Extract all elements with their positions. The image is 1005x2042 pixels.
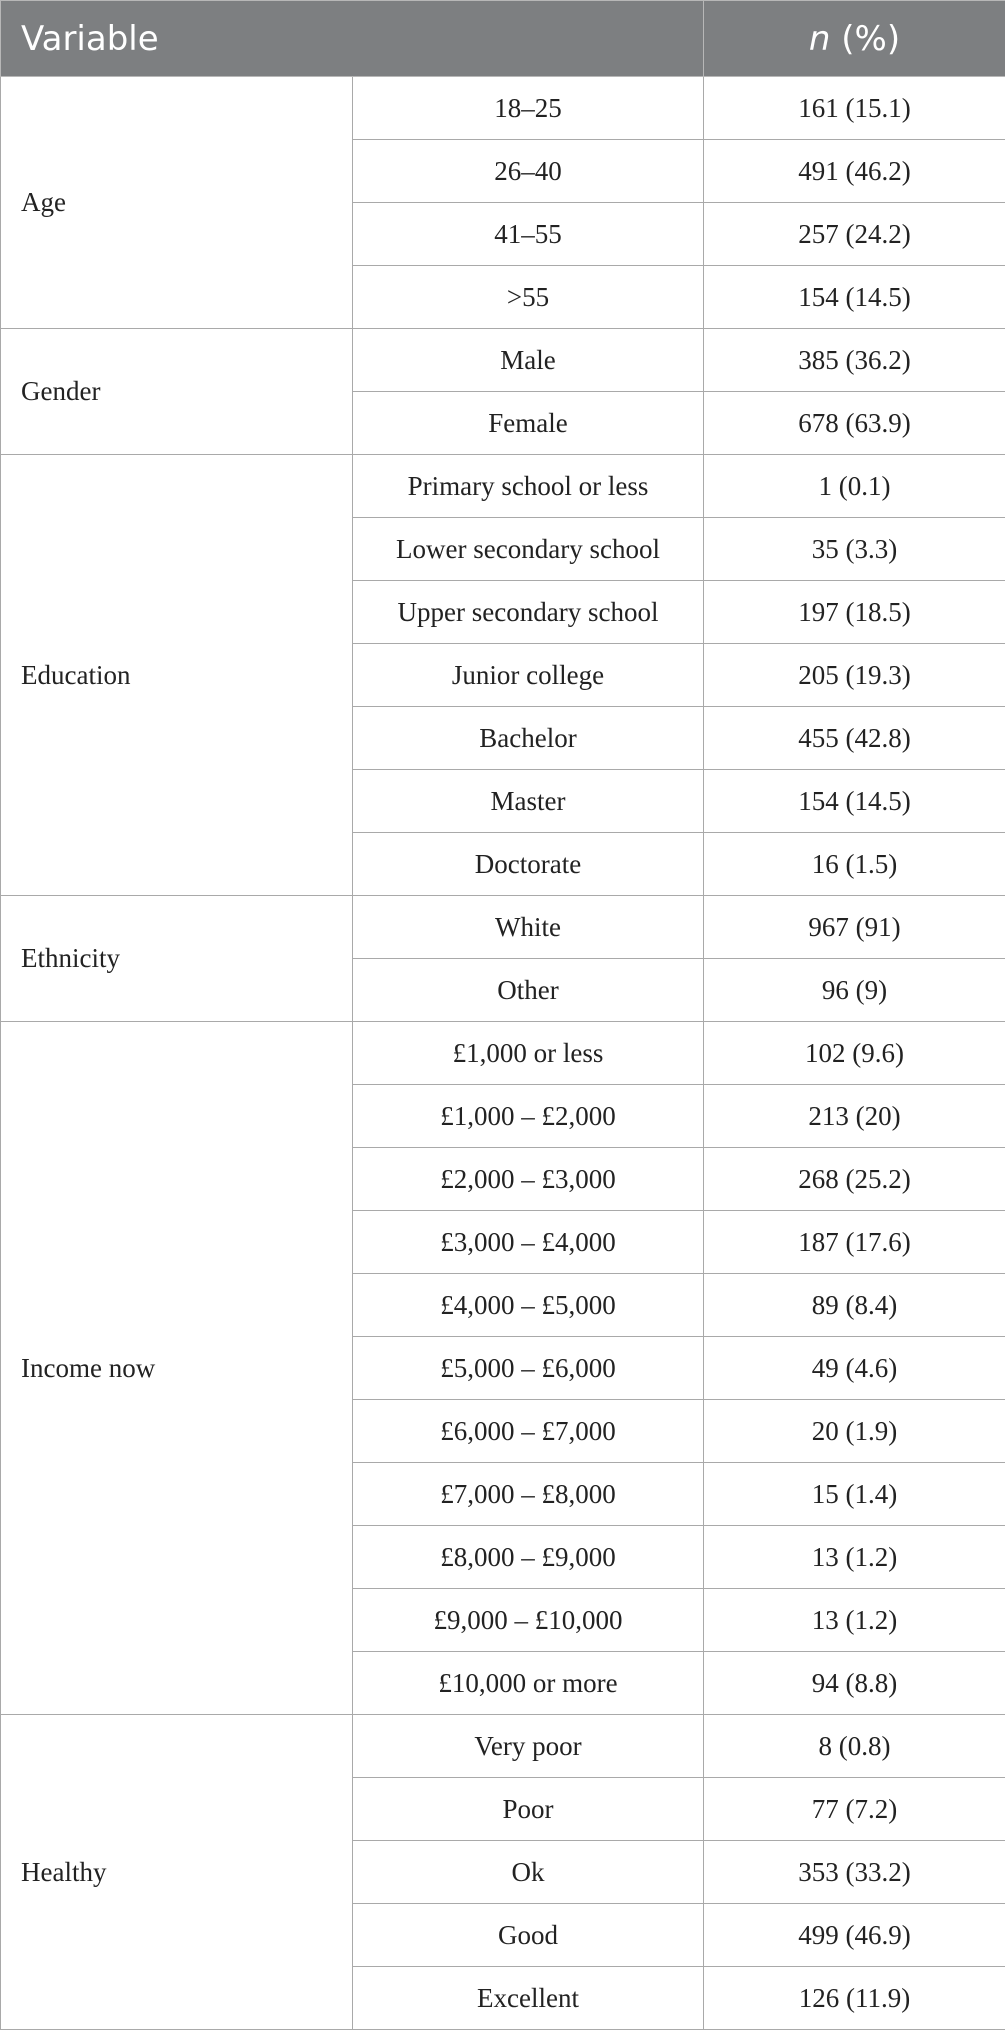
n-percent-cell: 1 (0.1): [704, 455, 1005, 518]
n-percent-cell: 96 (9): [704, 959, 1005, 1022]
category-cell: Doctorate: [353, 833, 704, 896]
table-row: [1, 1715, 1005, 1778]
category-cell: Master: [353, 770, 704, 833]
table-row: [1, 1022, 1005, 1085]
header-n: n: [808, 18, 831, 59]
category-cell: 26–40: [353, 140, 704, 203]
category-cell: £1,000 – £2,000: [353, 1085, 704, 1148]
category-cell: £10,000 or more: [353, 1652, 704, 1715]
category-cell: Male: [353, 329, 704, 392]
table-row: [1, 329, 1005, 392]
n-percent-cell: 126 (11.9): [704, 1967, 1005, 2030]
category-cell: Junior college: [353, 644, 704, 707]
header-row: [1, 1, 1005, 77]
n-percent-cell: 678 (63.9): [704, 392, 1005, 455]
category-cell: >55: [353, 266, 704, 329]
variable-group-label: Age: [1, 77, 353, 329]
category-cell: Female: [353, 392, 704, 455]
n-percent-cell: 205 (19.3): [704, 644, 1005, 707]
variable-group-label: Ethnicity: [1, 896, 353, 1022]
category-cell: Bachelor: [353, 707, 704, 770]
category-cell: £4,000 – £5,000: [353, 1274, 704, 1337]
n-percent-cell: 8 (0.8): [704, 1715, 1005, 1778]
table-body: [1, 77, 1005, 2030]
category-cell: Ok: [353, 1841, 704, 1904]
category-cell: £9,000 – £10,000: [353, 1589, 704, 1652]
n-percent-cell: 15 (1.4): [704, 1463, 1005, 1526]
header-percent: (%): [841, 18, 901, 59]
category-cell: Upper secondary school: [353, 581, 704, 644]
variable-group-label: Healthy: [1, 1715, 353, 2030]
category-cell: 18–25: [353, 77, 704, 140]
n-percent-cell: 77 (7.2): [704, 1778, 1005, 1841]
category-cell: Very poor: [353, 1715, 704, 1778]
category-cell: Other: [353, 959, 704, 1022]
n-percent-cell: 49 (4.6): [704, 1337, 1005, 1400]
n-percent-cell: 187 (17.6): [704, 1211, 1005, 1274]
n-percent-cell: 491 (46.2): [704, 140, 1005, 203]
category-cell: £8,000 – £9,000: [353, 1526, 704, 1589]
category-cell: Excellent: [353, 1967, 704, 2030]
n-percent-cell: 197 (18.5): [704, 581, 1005, 644]
n-percent-cell: 89 (8.4): [704, 1274, 1005, 1337]
n-percent-cell: 161 (15.1): [704, 77, 1005, 140]
n-percent-cell: 13 (1.2): [704, 1526, 1005, 1589]
category-cell: Primary school or less: [353, 455, 704, 518]
n-percent-cell: 20 (1.9): [704, 1400, 1005, 1463]
category-cell: Lower secondary school: [353, 518, 704, 581]
category-cell: £1,000 or less: [353, 1022, 704, 1085]
n-percent-cell: 16 (1.5): [704, 833, 1005, 896]
n-percent-cell: 154 (14.5): [704, 770, 1005, 833]
n-percent-cell: 268 (25.2): [704, 1148, 1005, 1211]
variable-group-label: Education: [1, 455, 353, 896]
n-percent-cell: 102 (9.6): [704, 1022, 1005, 1085]
category-cell: £2,000 – £3,000: [353, 1148, 704, 1211]
category-cell: Poor: [353, 1778, 704, 1841]
header-n-percent: [704, 1, 1005, 77]
category-cell: £6,000 – £7,000: [353, 1400, 704, 1463]
category-cell: £5,000 – £6,000: [353, 1337, 704, 1400]
n-percent-cell: 35 (3.3): [704, 518, 1005, 581]
n-percent-cell: 385 (36.2): [704, 329, 1005, 392]
n-percent-cell: 13 (1.2): [704, 1589, 1005, 1652]
category-cell: White: [353, 896, 704, 959]
table-row: [1, 896, 1005, 959]
category-cell: £3,000 – £4,000: [353, 1211, 704, 1274]
table-header: [1, 1, 1005, 77]
n-percent-cell: 213 (20): [704, 1085, 1005, 1148]
header-variable: Variable: [1, 1, 704, 77]
n-percent-cell: 94 (8.8): [704, 1652, 1005, 1715]
variable-group-label: Income now: [1, 1022, 353, 1715]
category-cell: 41–55: [353, 203, 704, 266]
n-percent-cell: 154 (14.5): [704, 266, 1005, 329]
table-row: [1, 77, 1005, 140]
n-percent-cell: 257 (24.2): [704, 203, 1005, 266]
n-percent-cell: 353 (33.2): [704, 1841, 1005, 1904]
category-cell: Good: [353, 1904, 704, 1967]
variable-group-label: Gender: [1, 329, 353, 455]
n-percent-cell: 967 (91): [704, 896, 1005, 959]
n-percent-cell: 499 (46.9): [704, 1904, 1005, 1967]
category-cell: £7,000 – £8,000: [353, 1463, 704, 1526]
table-row: [1, 455, 1005, 518]
n-percent-cell: 455 (42.8): [704, 707, 1005, 770]
